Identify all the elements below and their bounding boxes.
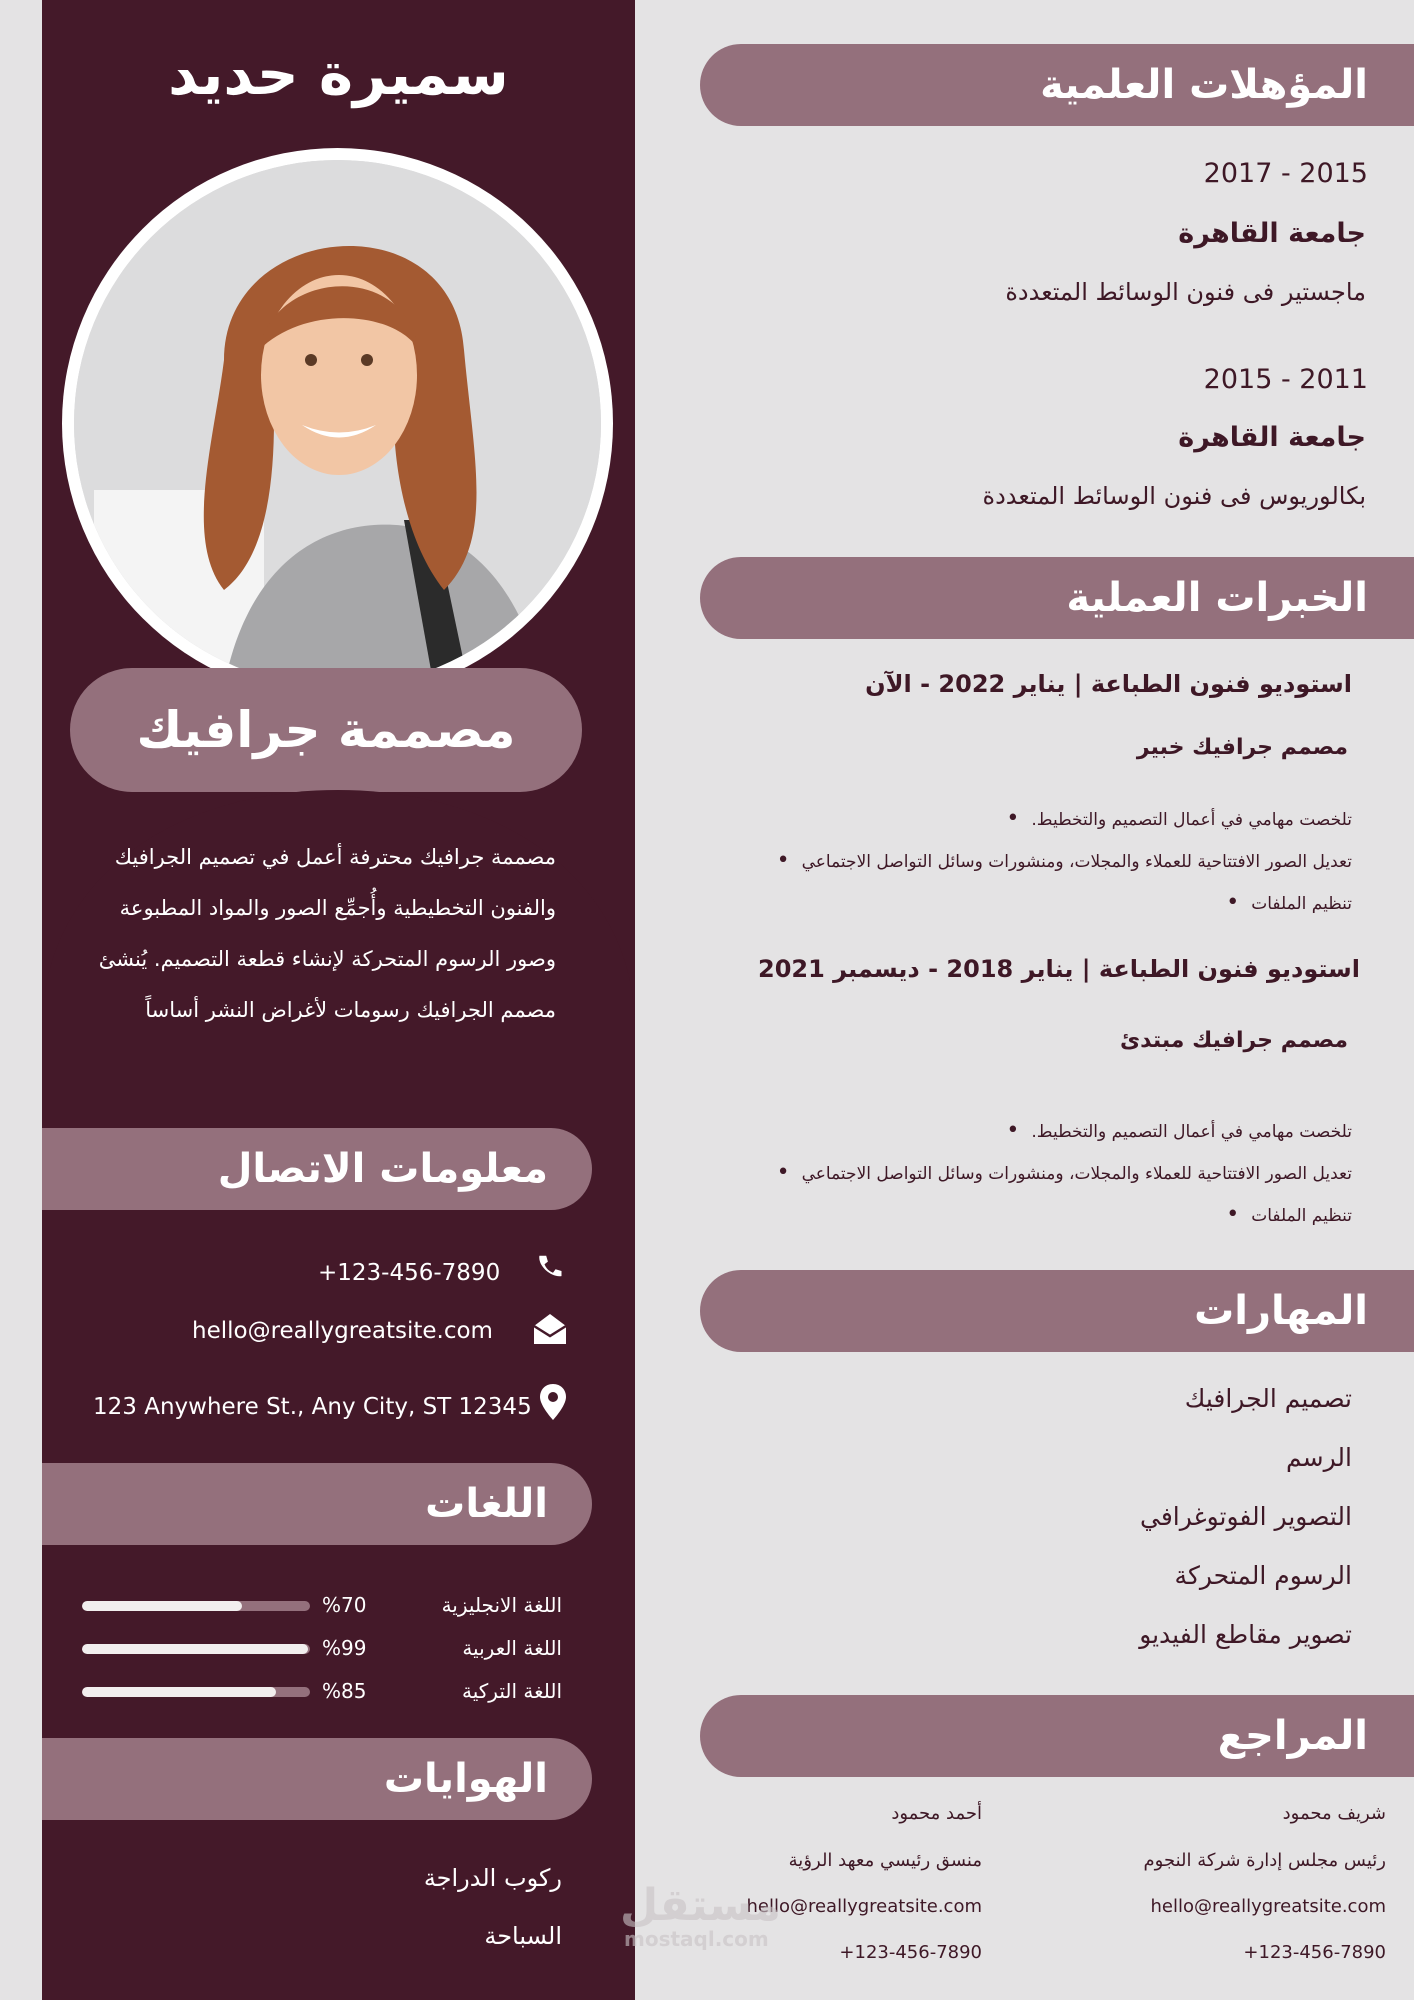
language-percent: %70 [322, 1593, 367, 1617]
education-years: 2015 - 2011 [1203, 364, 1368, 395]
language-name: اللغة التركية [462, 1679, 562, 1703]
location-pin-icon [540, 1384, 566, 1420]
hobby-item: ركوب الدراجة [423, 1864, 562, 1892]
job-title-badge: مصممة جرافيك [70, 668, 582, 792]
language-percent: %85 [322, 1679, 367, 1703]
language-level-bar [82, 1644, 310, 1654]
email-text[interactable]: hello@reallygreatsite.com [192, 1318, 493, 1344]
candidate-name: سميرة حديد [168, 40, 509, 108]
education-school: جامعة القاهرة [1178, 422, 1366, 453]
phone-icon [536, 1254, 562, 1284]
experience-heading: الخبرات العملية [700, 557, 1414, 639]
address-text: 123 Anywhere St., Any City, ST 12345 [93, 1394, 532, 1420]
language-level-fill [82, 1601, 242, 1611]
svg-text:مستقل: مستقل [620, 1880, 781, 1931]
skills-heading: المهارات [700, 1270, 1414, 1352]
job-bullet: تلخصت مهامي في أعمال التصميم والتخطيط. • [1006, 806, 1352, 831]
job-bullet: تعديل الصور الافتتاحية للعملاء والمجلات، ومنشورات وسائل التواصل الاجتماعي • [777, 848, 1352, 873]
job-bullet: تنظيم الملفات • [1226, 1202, 1352, 1227]
reference-name: شريف محمود [1282, 1803, 1386, 1824]
hobbies-heading: الهوايات [42, 1738, 592, 1820]
skill-item: تصميم الجرافيك [1184, 1384, 1352, 1413]
reference-name: أحمد محمود [891, 1803, 982, 1824]
watermark-logo [620, 1880, 790, 1961]
job-position: مصمم جرافيك مبتدئ [1119, 1028, 1348, 1053]
svg-text:mostaql.com: mostaql.com [624, 1927, 769, 1950]
reference-position: رئيس مجلس إدارة شركة النجوم [1143, 1850, 1386, 1871]
language-level-bar [82, 1601, 310, 1611]
education-years: 2017 - 2015 [1203, 158, 1368, 189]
education-school: جامعة القاهرة [1178, 218, 1366, 249]
language-level-fill [82, 1687, 276, 1697]
language-percent: %99 [322, 1636, 367, 1660]
envelope-icon [532, 1312, 568, 1346]
job-heading: استوديو فنون الطباعة | يناير 2018 - ديسمبر 2021 [758, 955, 1360, 983]
language-level-fill [82, 1644, 308, 1654]
phone-text[interactable]: +123-456-7890 [318, 1260, 501, 1286]
education-degree: بكالوريوس فى فنون الوسائط المتعددة [982, 482, 1366, 510]
skill-item: الرسم [1286, 1443, 1352, 1472]
language-name: اللغة العربية [462, 1636, 562, 1660]
job-heading: استوديو فنون الطباعة | يناير 2022 - الآن [865, 670, 1352, 698]
hobby-item: السباحة [484, 1922, 562, 1950]
job-bullet: تلخصت مهامي في أعمال التصميم والتخطيط. • [1006, 1118, 1352, 1143]
skill-item: تصوير مقاطع الفيديو [1139, 1620, 1352, 1649]
bio-text: مصممة جرافيك محترفة أعمل في تصميم الجرافيك والفنون التخطيطية وأُجمِّع الصور والمواد المطبوعة وصور الرسوم المتحركة لإنشاء قطعة التصميم. يُنشئ مصمم الجرافيك رسومات لأغراض النشر أساساً [98, 845, 556, 1022]
profile-photo [74, 160, 601, 687]
skill-item: التصوير الفوتوغرافي [1140, 1502, 1352, 1531]
language-level-bar [82, 1687, 310, 1697]
contact-heading: معلومات الاتصال [42, 1128, 592, 1210]
languages-heading: اللغات [42, 1463, 592, 1545]
references-heading: المراجع [700, 1695, 1414, 1777]
language-name: اللغة الانجليزية [441, 1593, 562, 1617]
job-bullet: تنظيم الملفات • [1226, 890, 1352, 915]
skill-item: الرسوم المتحركة [1174, 1561, 1352, 1590]
reference-position: منسق رئيسي معهد الرؤية [788, 1850, 982, 1871]
reference-email[interactable]: hello@reallygreatsite.com [746, 1896, 982, 1917]
education-heading: المؤهلات العلمية [700, 44, 1414, 126]
job-position: مصمم جرافيك خبير [1136, 735, 1348, 760]
reference-phone[interactable]: +123-456-7890 [839, 1942, 982, 1963]
job-bullet: تعديل الصور الافتتاحية للعملاء والمجلات، ومنشورات وسائل التواصل الاجتماعي • [777, 1160, 1352, 1185]
reference-phone[interactable]: +123-456-7890 [1243, 1942, 1386, 1963]
reference-email[interactable]: hello@reallygreatsite.com [1150, 1896, 1386, 1917]
education-degree: ماجستير فى فنون الوسائط المتعددة [1005, 278, 1366, 306]
